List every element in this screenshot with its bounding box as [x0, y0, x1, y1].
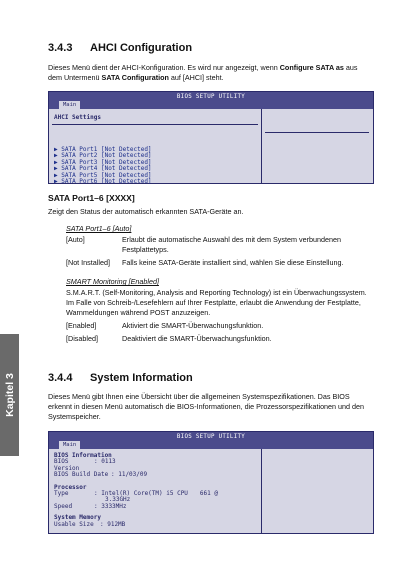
section-number: 3.4.4	[48, 372, 73, 384]
option-row	[66, 258, 369, 268]
bios-tab-main[interactable]: Main	[59, 101, 80, 109]
smart-desc: S.M.A.R.T. (Self-Monitoring, Analysis and Reporting Technology) ist ein Überwachungssystem. Im Falle von Schreib-/Lesefehlern auf Ihrer Festplatte, erlaubt die Anwendung der Festplatte, Warnmeldungen während POST anzuzeigen.	[66, 288, 367, 317]
arrow-right-icon: ▶	[54, 158, 62, 166]
section-heading-system	[48, 372, 193, 384]
divider	[52, 124, 258, 125]
intro-text: auf [AHCI] steht.	[168, 73, 224, 82]
option-key: [Not Installed]	[66, 258, 110, 267]
section-heading-ahci	[48, 42, 192, 54]
option-key: [Auto]	[66, 235, 85, 244]
sata-port-auto-subheading: SATA Port1–6 [Auto]	[66, 224, 132, 233]
system-intro: Dieses Menü gibt Ihnen eine Übersicht über die allgemeinen Systemspezifikationen. Das BIOS erkennt in diesen Menü automatisch die BIOS-Informationen, die Prozessorspezifikationen und den Systemspeicher.	[48, 392, 365, 421]
sata-port-options	[66, 235, 369, 268]
arrow-right-icon: ▶	[54, 171, 62, 179]
bios-title: BIOS SETUP UTILITY	[176, 94, 246, 100]
sata-port-desc: Zeigt den Status der automatisch erkannten SATA-Geräte an.	[48, 207, 244, 216]
bios-tab-main[interactable]: Main	[59, 441, 80, 449]
info-row	[54, 522, 258, 528]
option-row	[66, 321, 369, 331]
info-label: BIOS Build Date	[54, 471, 109, 479]
system-info-content	[54, 453, 258, 528]
arrow-right-icon: ▶	[54, 152, 62, 160]
info-value: : Intel(R) Core(TM) i5 CPU	[94, 490, 188, 498]
intro-text: aus dem Untermenü	[48, 63, 358, 82]
intro-bold: SATA Configuration	[101, 73, 169, 82]
smart-subheading: SMART Monitoring [Enabled]	[66, 277, 159, 286]
bios-info-heading: BIOS Information	[54, 452, 112, 459]
section-number: 3.4.3	[48, 42, 73, 54]
intro-bold: Configure SATA as	[279, 63, 344, 72]
chapter-side-tab	[0, 334, 19, 456]
option-key: [Disabled]	[66, 334, 98, 343]
info-value: : 3333MHz	[94, 502, 127, 510]
info-label: Type	[54, 490, 69, 498]
section-title: AHCI Configuration	[90, 42, 193, 54]
arrow-right-icon: ▶	[54, 165, 62, 173]
info-label: BIOS Version	[54, 458, 80, 472]
option-value: Falls keine SATA-Geräte installiert sind, wählen Sie diese Einstellung.	[122, 258, 344, 267]
option-key: [Enabled]	[66, 321, 97, 330]
info-value: : 11/03/09	[111, 471, 148, 479]
sata-port-list	[54, 147, 152, 185]
info-label: Usable Size	[54, 520, 94, 528]
info-row: 3.33GHz	[105, 496, 131, 504]
bios-left-pane	[49, 109, 262, 186]
sata-port-heading: SATA Port1–6 [XXXX]	[48, 193, 135, 203]
bios-screen-ahci	[48, 91, 374, 184]
chapter-label: Kapitel 3	[3, 373, 16, 417]
help-divider	[265, 132, 369, 133]
list-item[interactable]: ▶ SATA Port6 [Not Detected]	[54, 178, 152, 186]
option-value: Deaktiviert die SMART-Überwachungsfunktion.	[122, 334, 272, 343]
bios-title: BIOS SETUP UTILITY	[176, 434, 246, 440]
info-value: 661 @	[199, 490, 218, 498]
info-value: : 0113	[94, 458, 116, 466]
processor-heading: Processor	[54, 483, 87, 491]
option-value: Aktiviert die SMART-Überwachungsfunktion.	[122, 321, 264, 330]
list-item[interactable]: ▶ SATA Port1 [Not Detected]	[54, 146, 152, 153]
bios-screen-system	[48, 431, 374, 534]
memory-heading: System Memory	[54, 514, 101, 522]
section-title: System Information	[90, 372, 193, 384]
option-row	[66, 235, 369, 255]
ahci-settings-heading: AHCI Settings	[54, 114, 101, 121]
option-value: Erlaubt die automatische Auswahl des mit dem System verbundenen Festplattetyps.	[122, 235, 341, 254]
arrow-right-icon: ▶	[54, 178, 62, 186]
list-item[interactable]: ▶ SATA Port4 [Not Detected]	[54, 165, 152, 173]
info-value: : 912MB	[100, 520, 126, 528]
ahci-intro	[48, 63, 373, 83]
list-item[interactable]: ▶ SATA Port2 [Not Detected]	[54, 152, 152, 160]
list-item[interactable]: ▶ SATA Port5 [Not Detected]	[54, 171, 152, 179]
arrow-right-icon: ▶	[54, 146, 62, 153]
smart-options	[66, 321, 369, 344]
option-row	[66, 334, 369, 344]
intro-text: Dieses Menü dient der AHCI-Konfiguration. Es wird nur angezeigt, wenn	[48, 63, 280, 72]
list-item[interactable]: ▶ SATA Port3 [Not Detected]	[54, 158, 152, 166]
bios-left-pane	[49, 449, 262, 533]
info-label: Speed	[54, 502, 73, 510]
